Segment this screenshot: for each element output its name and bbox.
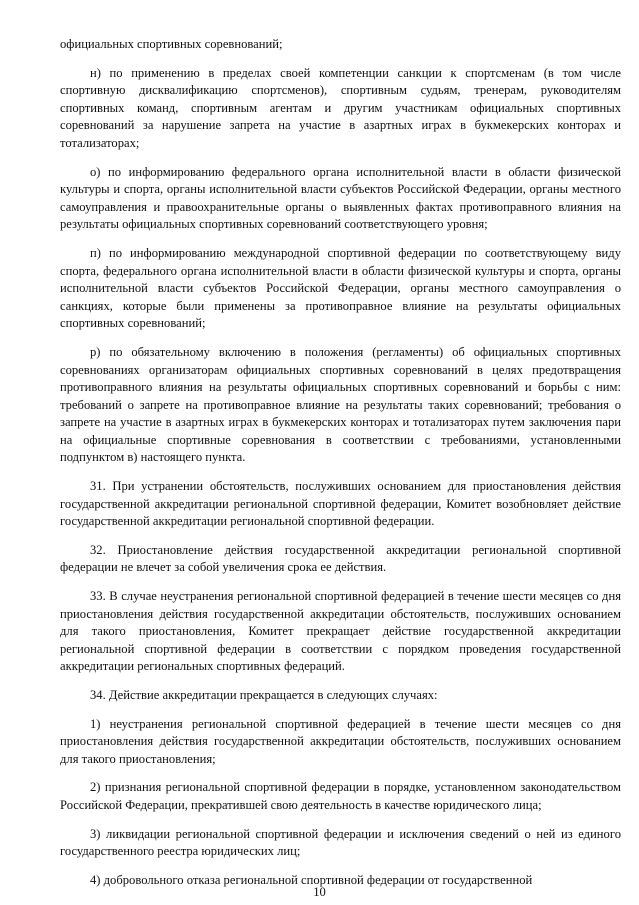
paragraph-clause-34: 34. Действие аккредитации прекращается в следующих случаях:	[90, 688, 438, 702]
paragraph-item-p: п) по информированию международной спортивной федерации по соответствующему виду спорта, федерального органа исполнительной власти в области физической культуры и спорта, органы исполнительной власти субъектов Российской Федерации, органы местного самоуправления о санкциях, которые были применены за противоправное влияние на результаты официальных спортивных соревнований;	[60, 245, 621, 331]
paragraph-item-n: н) по применению в пределах своей компетенции санкции к спортсменам (в том числе спортивную дисквалификацию спортсменов), спортивным судьям, тренерам, руководителям спортивных команд, спортивным агентам и другим участникам официальных спортивных соревнований за нарушение запрета на участие в азартных играх в букмекерских конторах и тотализаторах;	[60, 65, 621, 150]
paragraph-clause-33: 33. В случае неустранения региональной спортивной федерацией в течение шести месяцев со дня приостановления действия государственной аккредитации обстоятельств, послуживших основанием для такого приостановления, Комитет прекращает действие государственной аккредитации региональной спортивной федерации в соответствии с порядком проведения государственной аккредитации региональных спортивных федераций.	[60, 589, 621, 674]
paragraph-item-o: о) по информированию федерального органа исполнительной власти в области физической культуры и спорта, органы исполнительной власти субъектов Российской Федерации, органы местного самоуправления и правоохранительные органы о выявленных фактах противоправного влияния на результаты официальных спортивных соревнований соответствующего уровня;	[60, 164, 621, 232]
paragraph-case-4: 4) добровольного отказа региональной спортивной федерации от государственной	[90, 872, 533, 887]
paragraph-item-r: р) по обязательному включению в положения (регламенты) об официальных спортивных соревнованиях организаторам официальных спортивных соревнований в целях предотвращения противоправного влияния на результаты официальных спортивных соревнований и борьбы с ним: требований о запрете на противоправное влияние на результаты таких соревнований; требования о запрете на участие в азартных играх в букмекерских конторах и тотализаторах путем заключения пари на официальные спортивные соревнования в соответствии с требованиями, установленными подпунктом в) настоящего пункта.	[60, 344, 621, 465]
document-body	[60, 36, 621, 900]
paragraph-case-2: 2) признания региональной спортивной федерации в порядке, установленном законодательством Российской Федерации, прекратившей свою деятельность в качестве юридического лица;	[60, 780, 621, 812]
paragraph-clause-32: 32. Приостановление действия государственной аккредитации региональной спортивной федерации не влечет за собой увеличения срока ее действия.	[60, 542, 621, 575]
paragraph-case-3: 3) ликвидации региональной спортивной федерации и исключения сведений о ней из единого государственного реестра юридических лиц;	[60, 826, 621, 859]
paragraph-clause-31: 31. При устранении обстоятельств, послуживших основанием для приостановления действия государственной аккредитации региональной спортивной федерации, Комитет возобновляет действие государственной аккредитации региональной спортивной федерации.	[60, 479, 621, 529]
paragraph-continuation: официальных спортивных соревнований;	[60, 37, 283, 51]
page-number: 10	[313, 885, 326, 899]
paragraph-case-1: 1) неустранения региональной спортивной федерацией в течение шести месяцев со дня приостановления действия государственной аккредитации обстоятельств, послуживших основанием для такого приостановления;	[60, 716, 621, 766]
